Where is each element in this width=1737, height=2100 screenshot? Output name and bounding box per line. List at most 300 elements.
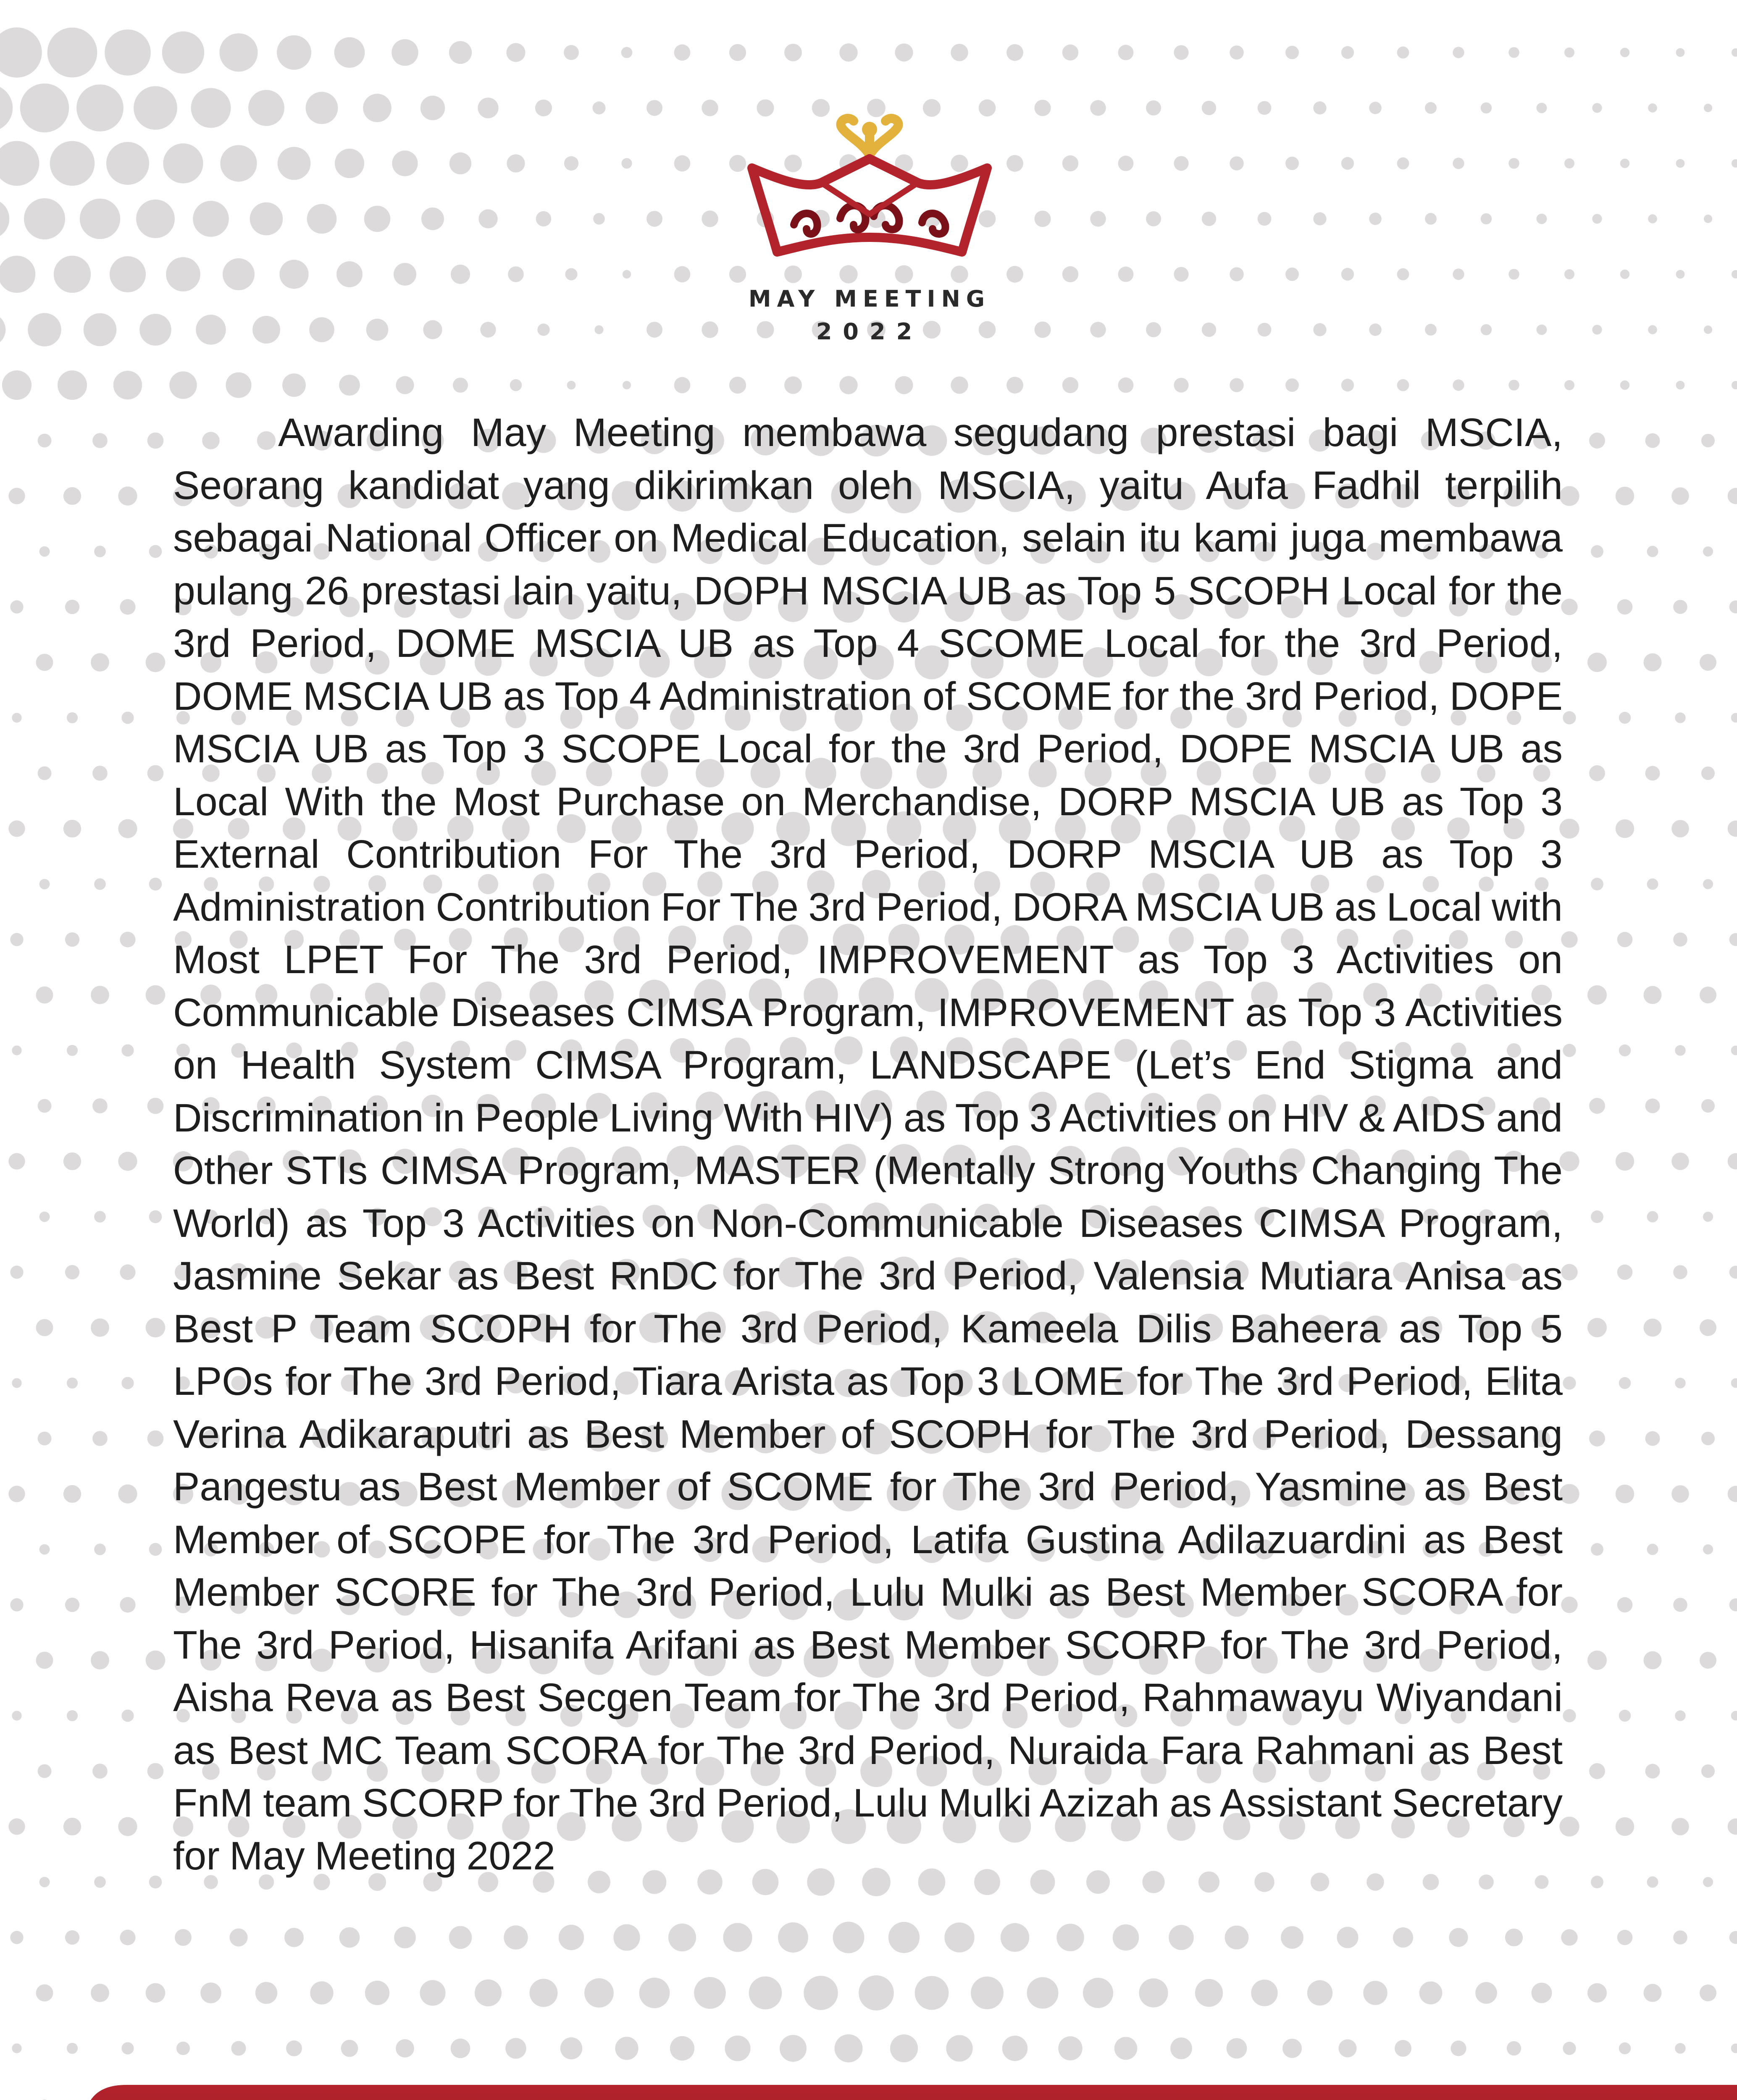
decorative-dot (226, 372, 251, 398)
decorative-dot (28, 313, 61, 346)
decorative-dot (1027, 1977, 1059, 2009)
decorative-dot (778, 1922, 808, 1953)
decorative-dot (1174, 378, 1188, 392)
decorative-dot (67, 1710, 78, 1721)
decorative-dot (1090, 211, 1106, 226)
decorative-dot (286, 2040, 302, 2056)
decorative-dot (1561, 1264, 1577, 1280)
decorative-dot (449, 41, 472, 64)
decorative-dot (118, 1152, 137, 1171)
decorative-dot (833, 1922, 865, 1953)
decorative-dot (120, 1597, 135, 1612)
decorative-dot (1700, 654, 1716, 671)
decorative-dot (1620, 159, 1629, 168)
decorative-dot (10, 933, 23, 946)
decorative-dot (1034, 100, 1051, 116)
decorative-dot (1731, 713, 1737, 723)
decorative-dot (1341, 379, 1354, 391)
decorative-dot (946, 2035, 972, 2061)
decorative-dot (121, 1377, 134, 1389)
crown-logo-icon (744, 109, 996, 294)
decorative-dot (1619, 712, 1631, 724)
decorative-dot (1676, 159, 1685, 168)
decorative-dot (804, 1976, 838, 2010)
decorative-dot (449, 152, 471, 174)
decorative-dot (1563, 1709, 1576, 1722)
decorative-dot (65, 1265, 79, 1279)
decorative-dot (421, 207, 444, 230)
decorative-dot (175, 1929, 192, 1946)
decorative-dot (944, 1922, 974, 1952)
decorative-dot (335, 149, 364, 178)
decorative-dot (63, 487, 81, 505)
decorative-dot (149, 1876, 162, 1889)
decorative-dot (230, 1929, 248, 1947)
decorative-dot (1281, 1926, 1303, 1949)
decorative-dot (63, 1818, 81, 1835)
decorative-dot (1673, 1930, 1687, 1945)
decorative-dot (504, 1925, 528, 1949)
decorative-dot (339, 375, 360, 396)
decorative-dot (565, 268, 577, 280)
decorative-dot (1589, 1763, 1605, 1779)
decorative-dot (1728, 1486, 1737, 1502)
decorative-dot (36, 1652, 53, 1669)
decorative-dot (113, 371, 142, 399)
decorative-dot (1644, 1319, 1662, 1337)
decorative-dot (1671, 487, 1689, 505)
decorative-dot (1481, 213, 1492, 224)
decorative-dot (1339, 2040, 1357, 2058)
decorative-dot (1285, 157, 1299, 170)
decorative-dot (147, 1098, 164, 1114)
decorative-dot (1645, 433, 1660, 448)
decorative-dot (1616, 487, 1634, 505)
decorative-dot (1258, 212, 1272, 226)
decorative-dot (1090, 322, 1106, 337)
decorative-dot (888, 1922, 920, 1953)
decorative-dot (1174, 267, 1188, 281)
decorative-dot (1617, 932, 1632, 947)
decorative-dot (1701, 766, 1715, 780)
decorative-dot (1619, 1045, 1631, 1056)
decorative-dot (8, 1818, 25, 1835)
decorative-dot (1645, 1431, 1660, 1446)
decorative-dot (1561, 598, 1577, 615)
decorative-dot (621, 47, 633, 58)
decorative-dot (1648, 214, 1657, 223)
decorative-dot (1671, 1152, 1689, 1170)
decorative-dot (530, 1979, 558, 2007)
decorative-dot (1453, 379, 1464, 391)
decorative-dot (1648, 325, 1657, 334)
decorative-dot (1118, 45, 1134, 60)
decorative-dot (252, 316, 280, 344)
decorative-dot (1170, 2037, 1192, 2059)
decorative-dot (1728, 488, 1737, 504)
decorative-dot (1675, 1378, 1686, 1389)
decorative-dot (1251, 1979, 1277, 2006)
decorative-dot (1139, 1978, 1168, 2007)
decorative-dot (12, 1711, 21, 1720)
decorative-dot (50, 141, 95, 186)
decorative-dot (839, 376, 857, 394)
decorative-dot (1369, 102, 1382, 114)
decorative-dot (1118, 156, 1134, 171)
decorative-dot (646, 322, 662, 338)
decorative-dot (91, 653, 109, 672)
decorative-dot (729, 377, 746, 394)
decorative-dot (67, 2043, 78, 2054)
decorative-dot (1732, 48, 1737, 57)
decorative-dot (1453, 268, 1464, 280)
decorative-dot (392, 150, 418, 176)
decorative-dot (537, 323, 549, 336)
decorative-dot (336, 261, 363, 287)
decorative-dot (1313, 101, 1326, 114)
decorative-dot (365, 1981, 389, 2005)
decorative-dot (1675, 2043, 1686, 2054)
decorative-dot (1703, 1544, 1713, 1554)
decorative-dot (339, 1927, 360, 1948)
decorative-dot (780, 2035, 807, 2062)
decorative-dot (1425, 102, 1437, 114)
decorative-dot (1006, 155, 1023, 172)
decorative-dot (94, 878, 106, 890)
decorative-dot (1592, 103, 1602, 113)
decorative-dot (1307, 1980, 1332, 2006)
decorative-dot (63, 820, 81, 837)
decorative-dot (1728, 821, 1737, 837)
decorative-dot (0, 27, 42, 77)
decorative-dot (1341, 46, 1354, 59)
decorative-dot (1673, 1265, 1687, 1279)
decorative-dot (1676, 381, 1685, 390)
decorative-dot (1507, 2041, 1521, 2055)
decorative-dot (420, 1980, 445, 2006)
decorative-dot (1647, 879, 1658, 890)
decorative-dot (1673, 600, 1687, 614)
decorative-dot (1313, 212, 1326, 225)
decorative-dot (1341, 268, 1354, 281)
decorative-dot (392, 39, 418, 66)
decorative-dot (191, 88, 231, 128)
decorative-dot (723, 1923, 752, 1952)
decorative-dot (1313, 323, 1326, 336)
decorative-dot (1341, 157, 1354, 170)
decorative-dot (1589, 765, 1605, 781)
decorative-dot (702, 100, 718, 116)
decorative-dot (121, 711, 134, 724)
decorative-dot (1083, 1978, 1113, 2008)
decorative-dot (36, 1984, 53, 2002)
decorative-dot (250, 202, 283, 235)
decorative-dot (38, 434, 52, 448)
decorative-dot (475, 1979, 502, 2006)
decorative-dot (1731, 1711, 1737, 1721)
decorative-dot (38, 1432, 52, 1446)
decorative-dot (248, 90, 284, 126)
decorative-dot (1673, 1598, 1687, 1612)
decorative-dot (1729, 601, 1737, 614)
decorative-dot (1537, 103, 1547, 113)
decorative-dot (282, 373, 306, 397)
decorative-dot (593, 102, 606, 115)
decorative-dot (120, 599, 135, 614)
decorative-dot (1644, 1651, 1662, 1670)
decorative-dot (449, 1926, 472, 1949)
decorative-dot (1118, 267, 1134, 282)
decorative-dot (835, 2034, 863, 2063)
decorative-dot (1508, 380, 1519, 391)
decorative-dot (1617, 599, 1632, 614)
decorative-dot (136, 200, 175, 238)
decorative-dot (564, 156, 578, 171)
decorative-dot (971, 1977, 1004, 2009)
decorative-dot (1425, 213, 1437, 225)
decorative-dot (277, 35, 311, 70)
decorative-dot (1230, 156, 1244, 171)
decorative-dot (623, 270, 631, 278)
decorative-dot (106, 142, 149, 185)
decorative-dot (1703, 546, 1713, 556)
decorative-dot (1703, 1877, 1713, 1887)
decorative-dot (84, 313, 117, 346)
decorative-dot (1589, 433, 1605, 449)
decorative-dot (39, 546, 50, 557)
decorative-dot (1481, 102, 1492, 113)
decorative-dot (1062, 266, 1078, 282)
decorative-dot (1617, 1930, 1632, 1945)
decorative-dot (1647, 1877, 1658, 1888)
decorative-dot (674, 377, 691, 394)
decorative-dot (1587, 1983, 1607, 2003)
decorative-dot (1732, 381, 1737, 389)
decorative-dot (1481, 324, 1492, 335)
decorative-dot (1645, 766, 1660, 781)
decorative-dot (92, 1764, 108, 1779)
decorative-dot (0, 84, 13, 131)
decorative-dot (1591, 1210, 1603, 1223)
decorative-dot (1453, 47, 1464, 58)
article-paragraph: Awarding May Meeting membawa segudang prestasi bagi MSCIA, Seorang kandidat yang dikirimkan oleh MSCIA, yaitu Aufa Fadhil terpilih sebagai National Officer on Medical Education, selain itu kami juga membawa pulang 26 prestasi lain yaitu, DOPH MSCIA UB as Top 5 SCOPH Local for the 3rd Period, DOME MSCIA UB as Top 4 SCOME Local for the 3rd Period, DOME MSCIA UB as Top 4 Administration of SCOME for the 3rd Period, DOPE MSCIA UB as Top 3 SCOPE Local for the 3rd Period, DOPE MSCIA UB as Local With the Most Purchase on Merchandise, DORP MSCIA UB as Top 3 External Contribution For The 3rd Period, DORP MSCIA UB as Top 3 Administration Contribution For The 3rd Period, DORA MSCIA UB as Local with Most LPET For The 3rd Period, IMPROVEMENT as Top 3 Activities on Communicable Diseases CIMSA Program, IMPROVEMENT as Top 3 Activities on Health System CIMSA Program, LANDSCAPE (Let’s End Stigma and Discrimination in People Living With HIV) as Top 3 Activities on HIV & AIDS and Other STIs CIMSA Program, MASTER (Mentally Strong Youths Changing The World) as Top 3 Activities on Non-Communicable Diseases CIMSA Program, Jasmine Sekar as Best RnDC for The 3rd Period, Valensia Mutiara Anisa as Best P Team SCOPH for The 3rd Period, Kameela Dilis Baheera as Top 5 LPOs for The 3rd Period, Tiara Arista as Top 3 LOME for The 3rd Period, Elita Verina Adikaraputri as Best Member of SCOPH for The 3rd Period, Dessang Pangestu as Best Member of SCOME for The 3rd Period, Yasmine as Best Member of SCOPE for The 3rd Period, Latifa Gustina Adilazuardini as Best Member SCORE for The 3rd Period, Lulu Mulki as Best Member SCORA for The 3rd Period, Hisanifa Arifani as Best Member SCORP for The 3rd Period, Aisha Reva as Best Secgen Team for The 3rd Period, Rahmawayu Wiyandani as Best MC Team SCORA for The 3rd Period, Nuraida Fara Rahmani as Best FnM team SCORP for The 3rd Period, Lulu Mulki Azizah as Assistant Secretary for May Meeting 2022 (173, 410, 1563, 1878)
decorative-dot (674, 155, 691, 172)
decorative-dot (1563, 2042, 1576, 2055)
decorative-dot (1453, 158, 1464, 169)
decorative-dot (149, 1543, 162, 1556)
decorative-dot (1616, 819, 1634, 838)
decorative-dot (510, 379, 522, 391)
decorative-dot (219, 33, 258, 71)
decorative-dot (8, 1153, 25, 1169)
decorative-dot (94, 1211, 106, 1223)
decorative-dot (1419, 1982, 1443, 2005)
decorative-dot (1195, 1979, 1223, 2007)
decorative-dot (1587, 1651, 1607, 1670)
decorative-dot (1337, 1927, 1359, 1948)
decorative-dot (63, 1485, 81, 1503)
decorative-dot (1701, 434, 1715, 447)
decorative-dot (1532, 1983, 1552, 2003)
decorative-dot (92, 1098, 108, 1113)
decorative-dot (0, 256, 35, 293)
decorative-dot (1729, 1266, 1737, 1279)
decorative-dot (1616, 1152, 1634, 1171)
decorative-dot (1675, 712, 1686, 723)
decorative-dot (366, 319, 389, 341)
decorative-dot (1034, 210, 1051, 227)
decorative-dot (1564, 158, 1574, 168)
decorative-dot (420, 96, 445, 120)
decorative-dot (200, 1982, 221, 2003)
decorative-dot (10, 1931, 23, 1944)
decorative-dot (1451, 2040, 1466, 2056)
decorative-dot (1397, 379, 1409, 391)
decorative-dot (1202, 323, 1216, 337)
decorative-dot (1006, 266, 1023, 283)
decorative-dot (1591, 545, 1603, 558)
decorative-dot (118, 1817, 137, 1836)
decorative-dot (363, 94, 392, 122)
decorative-dot (1230, 267, 1244, 281)
decorative-dot (784, 44, 802, 61)
decorative-dot (1425, 324, 1437, 336)
decorative-dot (2, 370, 32, 400)
decorative-dot (396, 2039, 414, 2058)
decorative-dot (613, 1924, 640, 1950)
decorative-dot (1676, 270, 1685, 279)
decorative-dot (309, 317, 334, 342)
decorative-dot (284, 1928, 304, 1947)
decorative-dot (646, 211, 662, 227)
decorative-dot (149, 878, 162, 891)
decorative-dot (1369, 323, 1382, 336)
decorative-dot (146, 1983, 166, 2003)
decorative-dot (615, 2037, 638, 2060)
decorative-dot (1174, 156, 1188, 171)
decorative-dot (67, 1045, 78, 1056)
decorative-dot (1645, 1099, 1660, 1113)
decorative-dot (1537, 214, 1547, 224)
decorative-dot (1676, 48, 1685, 57)
decorative-dot (255, 1982, 277, 2004)
decorative-dot (36, 987, 53, 1004)
decorative-dot (674, 266, 691, 283)
decorative-dot (120, 932, 135, 947)
decorative-dot (147, 765, 164, 782)
decorative-dot (169, 371, 197, 399)
decorative-dot (508, 266, 524, 282)
decorative-dot (20, 84, 69, 132)
decorative-dot (1258, 101, 1272, 115)
decorative-dot (1508, 47, 1519, 58)
decorative-dot (1006, 44, 1023, 61)
decorative-dot (1647, 1544, 1658, 1555)
decorative-dot (1616, 1485, 1634, 1503)
decorative-dot (1644, 654, 1662, 672)
decorative-dot (1620, 270, 1629, 279)
decorative-dot (1620, 381, 1629, 390)
decorative-dot (1564, 380, 1574, 390)
decorative-dot (1202, 101, 1216, 115)
footer-banner (0, 2083, 1737, 2100)
decorative-dot (559, 1925, 584, 1950)
decorative-dot (1619, 1710, 1631, 1722)
decorative-dot (1564, 47, 1574, 58)
decorative-dot (193, 201, 229, 237)
decorative-dot (120, 1264, 135, 1280)
decorative-dot (36, 1319, 53, 1336)
decorative-dot (1729, 1599, 1737, 1612)
decorative-dot (54, 256, 91, 293)
decorative-dot (1363, 1981, 1387, 2005)
decorative-dot (895, 43, 913, 61)
decorative-dot (674, 45, 691, 61)
decorative-dot (341, 2040, 358, 2057)
decorative-dot (451, 265, 470, 284)
decorative-dot (176, 2042, 190, 2055)
decorative-dot (149, 545, 162, 558)
decorative-dot (1647, 546, 1658, 557)
decorative-dot (1146, 100, 1161, 116)
decorative-dot (120, 1929, 135, 1945)
decorative-dot (1369, 213, 1382, 225)
decorative-dot (394, 1927, 416, 1948)
decorative-dot (39, 1544, 50, 1555)
decorative-dot (147, 433, 164, 449)
decorative-dot (1700, 1984, 1716, 2001)
decorative-dot (725, 2035, 750, 2061)
decorative-dot (507, 154, 525, 172)
decorative-dot (1285, 378, 1299, 392)
decorative-dot (1673, 932, 1687, 947)
decorative-dot (147, 1431, 164, 1447)
decorative-dot (80, 199, 120, 239)
decorative-dot (94, 1544, 106, 1555)
decorative-dot (784, 376, 802, 394)
decorative-dot (1285, 46, 1299, 59)
decorative-dot (76, 84, 124, 131)
decorative-dot (47, 28, 97, 78)
logo-title: MAY MEETING (748, 286, 991, 312)
decorative-dot (63, 1152, 81, 1170)
decorative-dot (1090, 100, 1106, 116)
decorative-dot (1729, 933, 1737, 946)
decorative-dot (38, 1764, 52, 1778)
decorative-dot (506, 43, 525, 62)
decorative-dot (105, 29, 151, 76)
decorative-dot (478, 209, 497, 228)
decorative-dot (1648, 103, 1657, 113)
decorative-dot (1644, 986, 1662, 1004)
decorative-dot (67, 1378, 78, 1389)
decorative-dot (451, 2039, 470, 2058)
decorative-dot (149, 1210, 162, 1223)
decorative-dot (146, 653, 166, 672)
decorative-dot (729, 44, 746, 61)
decorative-dot (134, 86, 177, 130)
decorative-dot (1704, 215, 1712, 223)
decorative-dot (560, 2037, 582, 2059)
decorative-dot (1620, 48, 1629, 57)
decorative-dot (1731, 1046, 1737, 1055)
decorative-dot (10, 1265, 23, 1278)
decorative-dot (231, 2041, 246, 2056)
decorative-dot (65, 1930, 79, 1945)
decorative-dot (480, 322, 496, 337)
decorative-dot (38, 766, 52, 780)
decorative-dot (1617, 1597, 1632, 1612)
